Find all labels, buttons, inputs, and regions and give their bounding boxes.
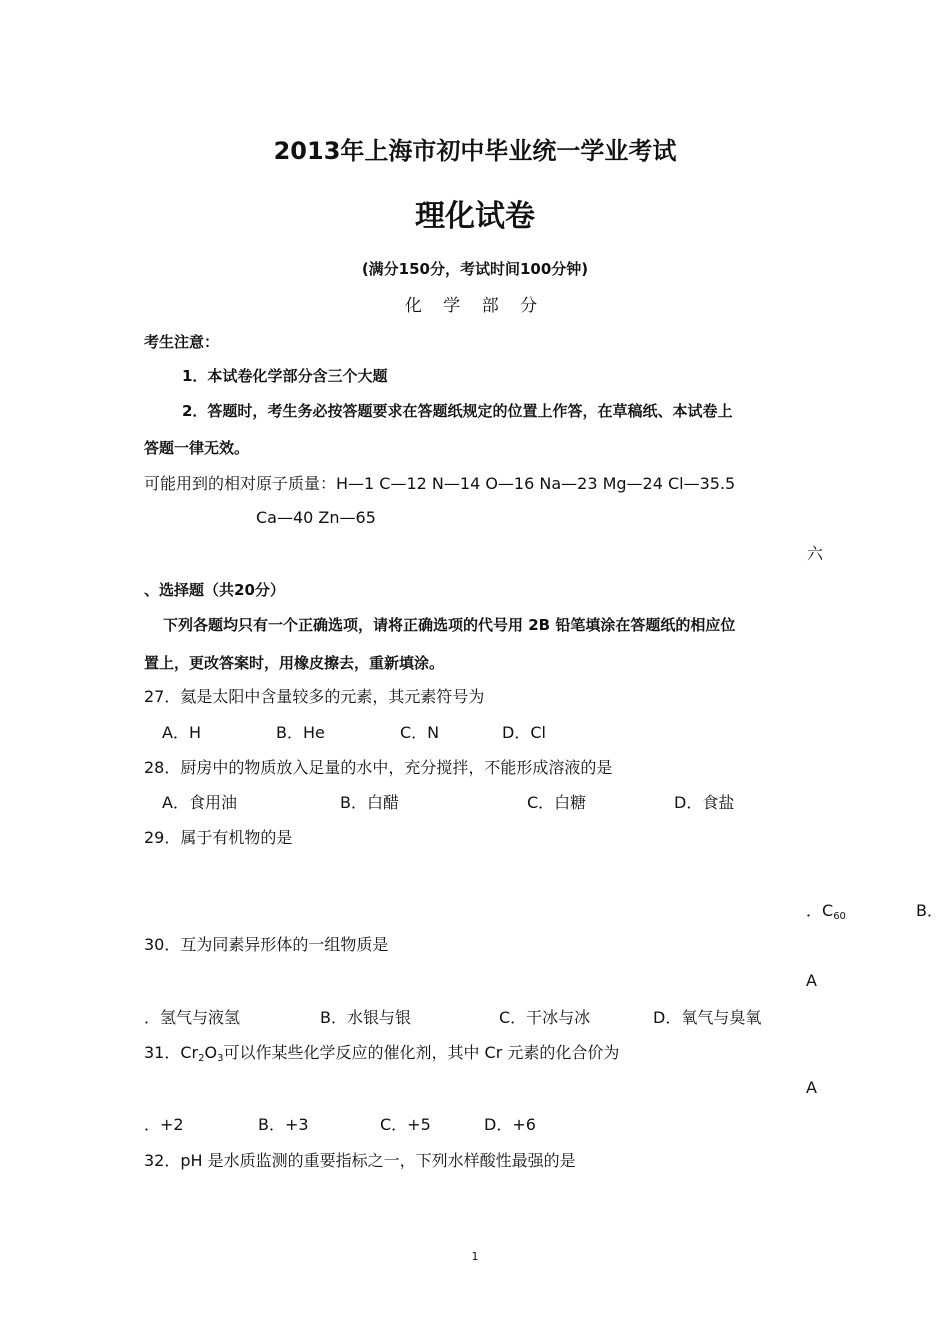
question-30-option-c: C．干冰与冰 [499,1008,591,1027]
question-31-stem [144,1043,620,1064]
question-27-option-a: A．H [162,723,201,742]
formula-sub-2: 2 [198,1053,205,1064]
question-27-option-b: B．He [276,723,325,742]
question-27-option-c: C．N [400,723,440,742]
question-30-option-a: ．氢气与液氢 [144,1008,241,1027]
question-27-stem: 27．氦是太阳中含量较多的元素，其元素符号为 [144,687,485,706]
question-31-option-c: C．+5 [380,1115,431,1134]
question-28-option-a: A．食用油 [162,793,237,812]
part-number: 六 [807,544,824,563]
score-time-note: (满分150分，考试时间100分钟) [361,260,589,278]
page-number: 1 [471,1250,479,1263]
question-30-option-a-letter: A [806,971,817,990]
question-30-option-b: B．水银与银 [320,1008,411,1027]
question-30-stem: 30．互为同素异形体的一组物质是 [144,935,389,954]
paper-subject: 理化试卷 [415,199,535,234]
q31-number: 31． [144,1043,181,1062]
part-instruction-1: 下列各题均只有一个正确选项，请将正确选项的代号用 2B 铅笔填涂在答题纸的相应位 [163,616,736,634]
question-30-option-d: D．氧气与臭氧 [653,1008,762,1027]
question-28-option-d: D．食盐 [674,793,735,812]
question-31-option-a: ．+2 [144,1115,184,1134]
q31-stem-rest: 可以作某些化学反应的催化剂，其中 Cr 元素的化合价为 [223,1043,620,1062]
formula-sub-3: 3 [217,1053,224,1064]
question-31-option-a-letter: A [806,1078,817,1097]
notice-item-1: 1．本试卷化学部分含三个大题 [182,367,388,385]
notice-item-2: 2．答题时，考生务必按答题要求在答题纸规定的位置上作答，在草稿纸、本试卷上 [182,402,733,420]
question-31-option-b: B．+3 [258,1115,309,1134]
question-28-option-b: B．白醋 [340,793,399,812]
formula-cr: Cr [180,1043,199,1062]
section-title: 化 学 部 分 [404,296,546,316]
question-29-option-b: B． [916,901,943,920]
notice-item-2-cont: 答题一律无效。 [144,439,250,457]
part-heading: 、选择题（共20分） [144,581,285,599]
question-31-option-d: D．+6 [484,1115,536,1134]
part-instruction-2: 置上，更改答案时，用橡皮擦去，重新填涂。 [144,654,445,672]
c60-prefix: ．C [806,901,834,920]
question-28-option-c: C．白糖 [527,793,587,812]
c60-subscript: 60 [833,911,846,922]
question-28-stem: 28．厨房中的物质放入足量的水中，充分搅拌，不能形成溶液的是 [144,758,613,777]
formula-o: O [204,1043,218,1062]
atomic-mass-line-2: Ca—40 Zn—65 [256,508,376,527]
question-32-stem: 32．pH 是水质监测的重要指标之一，下列水样酸性最强的是 [144,1151,576,1170]
question-29-option-c60 [806,901,846,922]
exam-title: 2013年上海市初中毕业统一学业考试 [273,137,677,165]
notice-heading: 考生注意： [144,333,220,351]
question-27-option-d: D．Cl [502,723,546,742]
atomic-mass-line-1: 可能用到的相对原子质量：H—1 C—12 N—14 O—16 Na—23 Mg—24 Cl—35.5 [144,474,736,493]
question-29-stem: 29．属于有机物的是 [144,828,293,847]
